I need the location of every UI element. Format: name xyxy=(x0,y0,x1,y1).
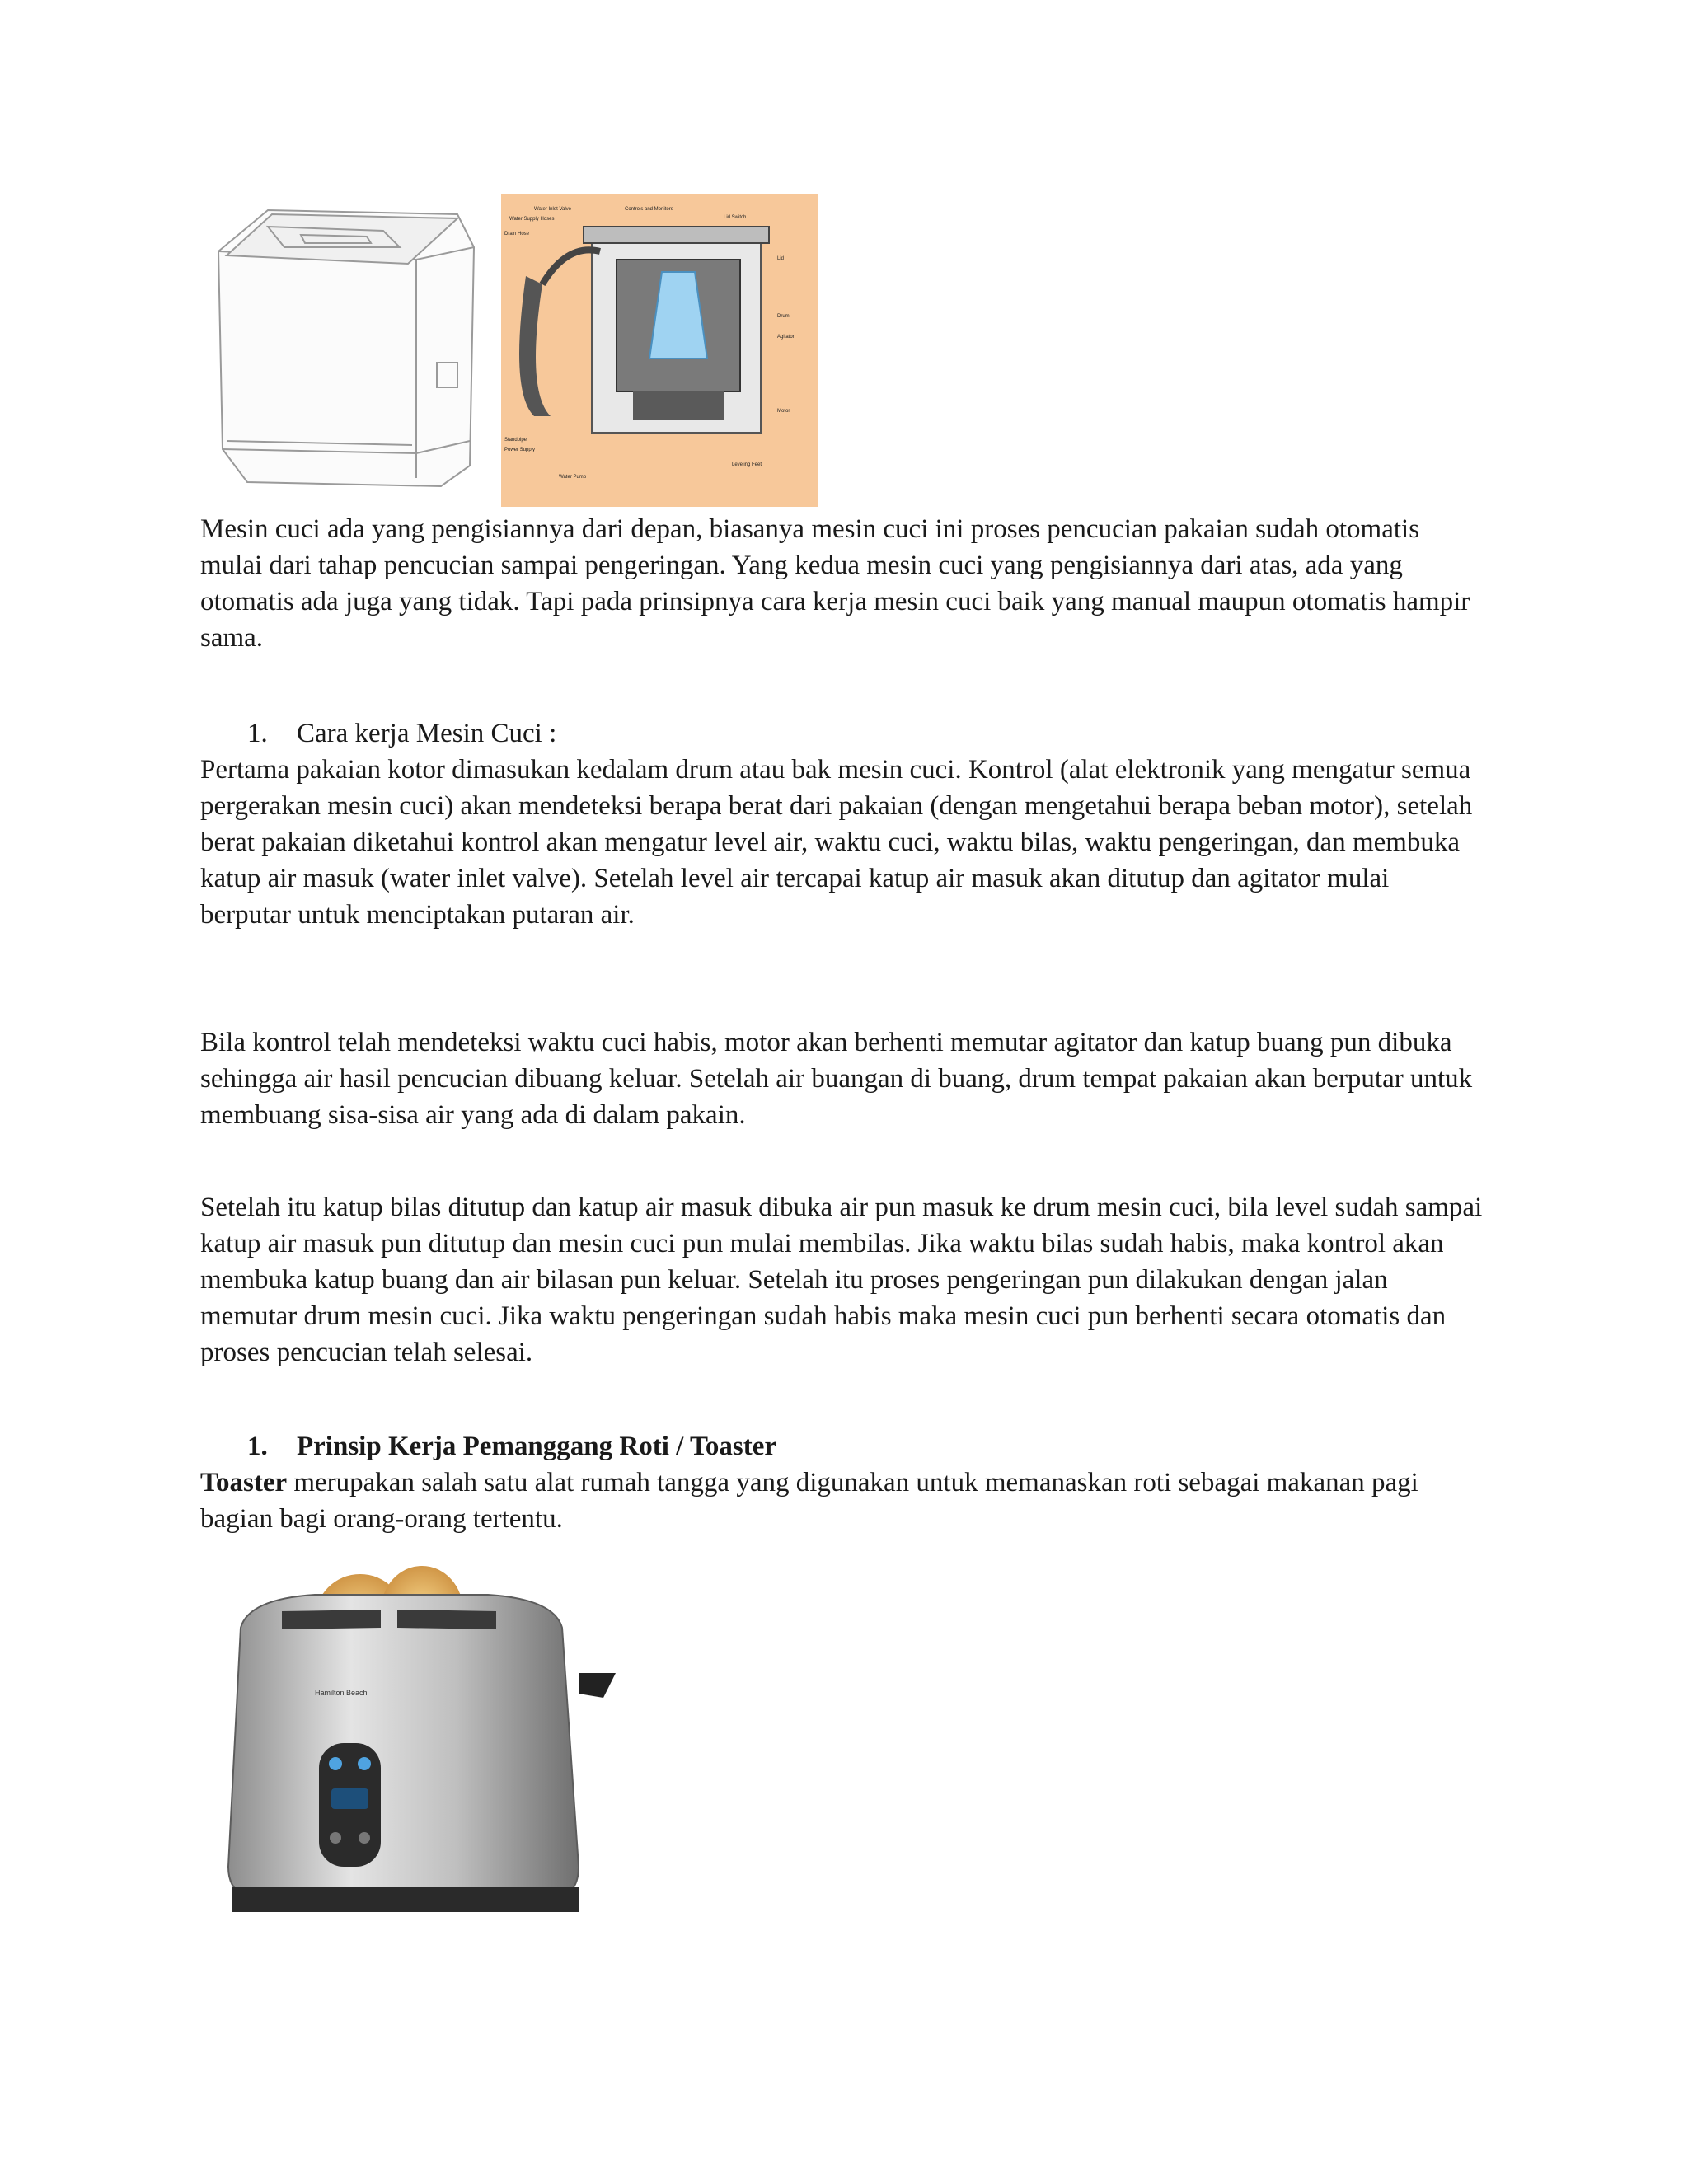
diagram-label-water-supply-hoses: Water Supply Hoses xyxy=(509,217,555,222)
diagram-label-drain-hose: Drain Hose xyxy=(504,232,530,237)
toaster-brand-logo: Hamilton Beach xyxy=(315,1689,368,1697)
diagram-label-lid: Lid xyxy=(777,256,785,261)
diagram-label-controls: Controls and Monitors xyxy=(625,207,673,212)
diagram-label-water-inlet-valve: Water Inlet Valve xyxy=(534,207,572,212)
list-number: 1. xyxy=(247,1432,268,1461)
paragraph-toaster xyxy=(200,1465,1486,1537)
diagram-label-standpipe: Standpipe xyxy=(504,438,528,443)
paragraph-step-3: Setelah itu katup bilas ditutup dan katup air masuk dibuka air pun masuk ke drum mesin cuci, bila level sudah sampai katup air masuk pun ditutup dan mesin cuci pun mulai membilas. Jika waktu bilas sudah habis, maka kontrol akan membuka katup buang dan air bilasan pun keluar. Setelah itu proses pengeringan pun dilakukan dengan jalan memutar drum mesin cuci. Jika waktu pengeringan sudah habis maka mesin cuci pun berhenti secara otomatis dan proses pencucian telah selesai. xyxy=(200,1193,1483,1367)
diagram-label-motor: Motor xyxy=(777,409,790,414)
list-text: Prinsip Kerja Pemanggang Roti / Toaster xyxy=(297,1432,777,1461)
paragraph-step-1: Pertama pakaian kotor dimasukan kedalam drum atau bak mesin cuci. Kontrol (alat elektronik yang mengatur semua pergerakan mesin cuci) akan mendeteksi berapa berat dari pakaian (dengan mengetahui berapa beban motor), setelah berat pakaian diketahui kontrol akan mengatur level air, waktu cuci, waktu bilas, waktu pengeringan, dan membuka katup air masuk (water inlet valve). Setelah level air tercapai katup air masuk akan ditutup dan agitator mulai berputar untuk menciptakan putaran air. xyxy=(200,755,1473,930)
diagram-label-drum: Drum xyxy=(777,314,790,319)
washing-machine-illustration xyxy=(210,202,482,490)
toaster-description: merupakan salah satu alat rumah tangga yang digunakan untuk memanaskan roti sebagai makanan pagi bagian bagi orang-orang tertentu. xyxy=(200,1468,1418,1534)
washing-machine-diagram xyxy=(501,194,818,507)
paragraph-step-2: Bila kontrol telah mendeteksi waktu cuci habis, motor akan berhenti memutar agitator dan katup buang pun dibuka sehingga air hasil pencucian dibuang keluar. Setelah air buangan di buang, drum tempat pakaian akan berputar untuk membuang sisa-sisa air yang ada di dalam pakain. xyxy=(200,1028,1473,1130)
list-item-cara-kerja xyxy=(247,715,556,752)
diagram-label-leveling-feet: Leveling Feet xyxy=(732,462,762,467)
toaster-term: Toaster xyxy=(200,1468,288,1497)
list-item-toaster-heading xyxy=(247,1428,776,1465)
paragraph-intro: Mesin cuci ada yang pengisiannya dari depan, biasanya mesin cuci ini proses pencucian pakaian sudah otomatis mulai dari tahap pencucian sampai pengeringan. Yang kedua mesin cuci yang pengisiannya dari atas, ada yang otomatis ada juga yang tidak. Tapi pada prinsipnya cara kerja mesin cuci baik yang manual maupun otomatis hampir sama. xyxy=(200,514,1470,653)
diagram-label-power-supply: Power Supply xyxy=(504,448,536,452)
diagram-label-lid-switch: Lid Switch xyxy=(724,215,747,220)
diagram-label-agitator: Agitator xyxy=(777,335,795,340)
list-number: 1. xyxy=(247,719,268,748)
list-text: Cara kerja Mesin Cuci : xyxy=(297,719,557,748)
diagram-label-water-pump: Water Pump xyxy=(559,475,587,480)
toaster-photo xyxy=(216,1554,616,1920)
